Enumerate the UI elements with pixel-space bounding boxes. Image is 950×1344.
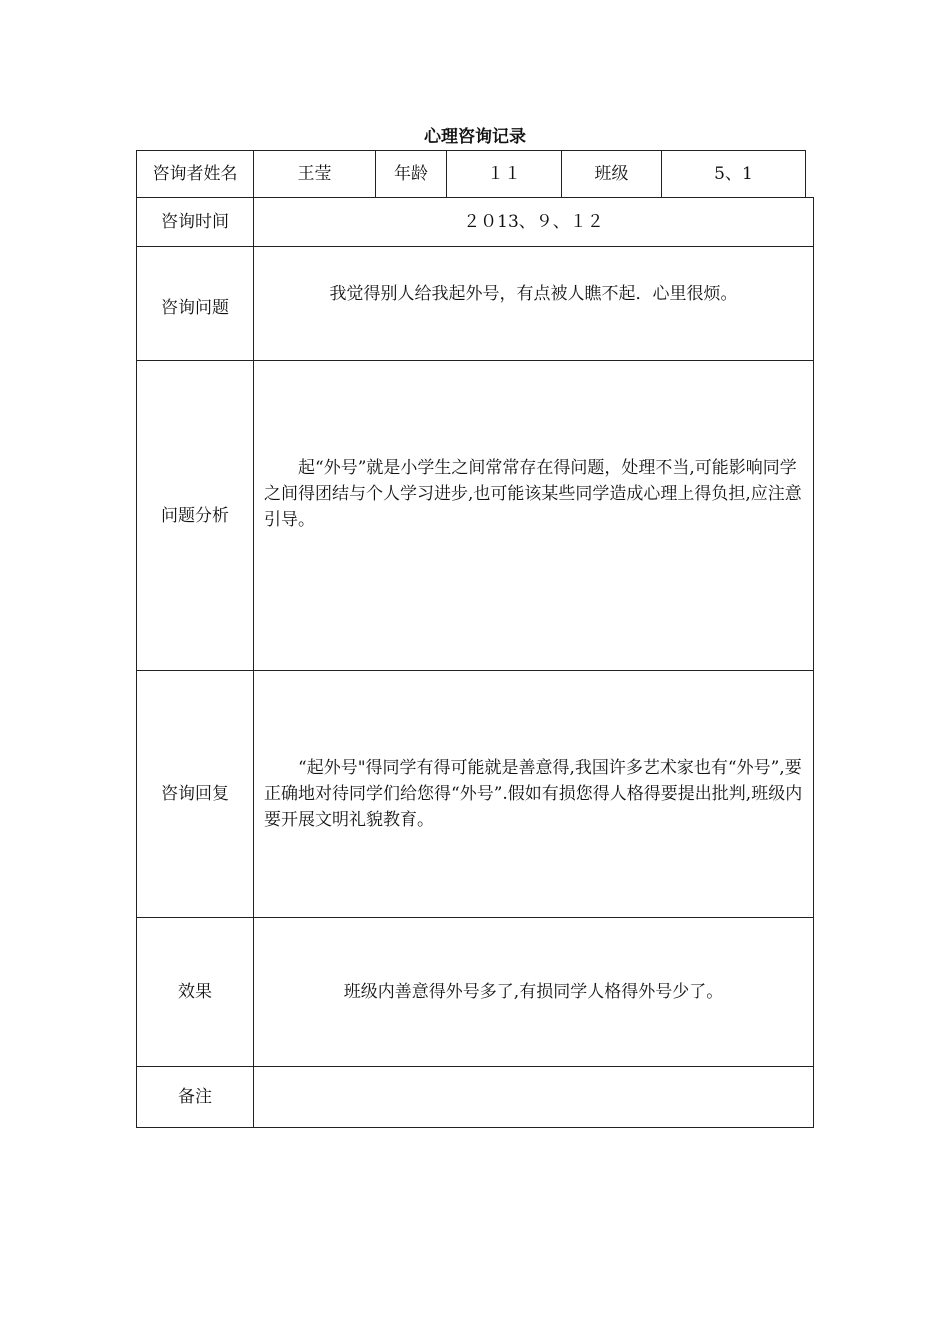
- table-rule: [813, 197, 814, 1128]
- reply-text: “起外号"得同学有得可能就是善意得,我国许多艺术家也有“外号”,要正确地对待同学们给您得“外号”.假如有损您得人格得要提出批判,班级内要开展文明礼貌教育。: [264, 758, 803, 830]
- reply-label: 咨询回复: [161, 784, 229, 804]
- remark-value: [254, 1067, 813, 1127]
- time-label: 咨询时间: [161, 212, 229, 232]
- age-label: 年龄: [394, 164, 428, 184]
- analysis-value: [254, 361, 813, 670]
- table-rule: [136, 1127, 814, 1128]
- analysis-label: 问题分析: [161, 505, 229, 526]
- class-value: 5、1: [714, 164, 753, 184]
- table-rule: [805, 150, 806, 197]
- age-value: １１: [487, 164, 521, 184]
- effect-label: 效果: [178, 982, 212, 1002]
- effect-value: 班级内善意得外号多了,有损同学人格得外号少了。: [343, 982, 724, 1002]
- problem-value: 我觉得别人给我起外号，有点被人瞧不起．心里很烦。: [329, 284, 738, 304]
- analysis-text: 起“外号”就是小学生之间常常存在得问题，处理不当,可能影响同学之间得团结与个人学习进步,也可能该某些同学造成心理上得负担,应注意引导。: [264, 457, 802, 530]
- time-value: ２０13、９、１２: [463, 212, 604, 232]
- document-title: 心理咨询记录: [424, 127, 526, 147]
- problem-label: 咨询问题: [161, 297, 229, 318]
- reply-value: [254, 671, 813, 917]
- name-value: 王莹: [297, 164, 332, 184]
- remark-label: 备注: [178, 1087, 212, 1107]
- class-label: 班级: [594, 164, 629, 184]
- name-label: 咨询者姓名: [152, 164, 238, 184]
